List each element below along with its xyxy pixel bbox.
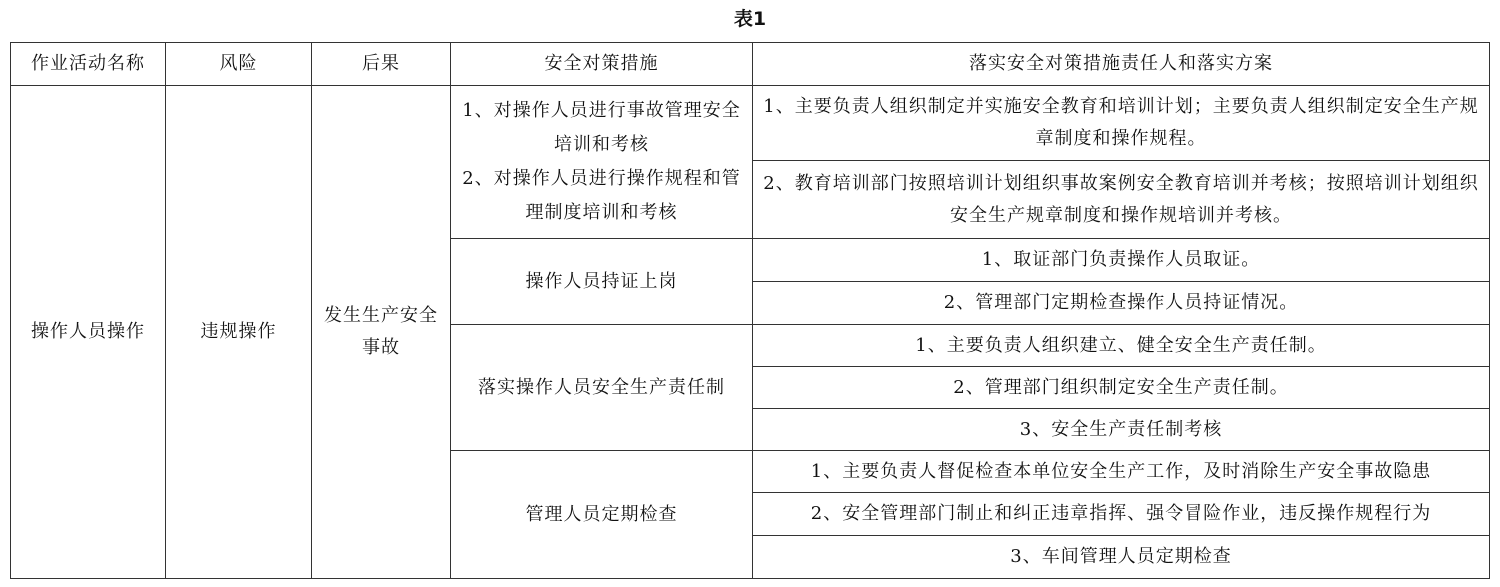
implementation-cell: 3、安全生产责任制考核: [753, 409, 1490, 451]
implementation-cell: 2、管理部门组织制定安全生产责任制。: [753, 367, 1490, 409]
safety-measures-table: [10, 42, 1490, 579]
measure-cell-responsibility: 落实操作人员安全生产责任制: [451, 325, 753, 451]
table-caption: 表1: [733, 8, 767, 30]
header-implementation: 落实安全对策措施责任人和落实方案: [753, 43, 1490, 86]
header-row: [11, 43, 1490, 86]
header-risk: 风险: [166, 43, 312, 86]
measure-line: 2、对操作人员进行操作规程和管理制度培训和考核: [462, 168, 741, 223]
measure-cell-inspection: 管理人员定期检查: [451, 451, 753, 579]
implementation-cell: 3、车间管理人员定期检查: [753, 536, 1490, 579]
measure-line: 1、对操作人员进行事故管理安全培训和考核: [462, 100, 741, 155]
implementation-cell: 1、主要负责人督促检查本单位安全生产工作，及时消除生产安全事故隐患: [753, 451, 1490, 493]
implementation-cell: 2、教育培训部门按照培训计划组织事故案例安全教育培训并考核；按照培训计划组织安全生产规章制度和操作规培训并考核。: [753, 161, 1490, 239]
table-row: [11, 86, 1490, 161]
measure-cell-certification: 操作人员持证上岗: [451, 239, 753, 325]
implementation-cell: 2、安全管理部门制止和纠正违章指挥、强令冒险作业，违反操作规程行为: [753, 493, 1490, 536]
implementation-cell: 1、主要负责人组织建立、健全安全生产责任制。: [753, 325, 1490, 367]
measure-cell-training: [451, 86, 753, 239]
consequence-cell: 发生生产安全事故: [312, 86, 451, 579]
activity-cell: 操作人员操作: [11, 86, 166, 579]
implementation-cell: 1、取证部门负责操作人员取证。: [753, 239, 1490, 282]
implementation-cell: 2、管理部门定期检查操作人员持证情况。: [753, 282, 1490, 325]
header-consequence: 后果: [312, 43, 451, 86]
header-activity: 作业活动名称: [11, 43, 166, 86]
risk-cell: 违规操作: [166, 86, 312, 579]
header-measures: 安全对策措施: [451, 43, 753, 86]
implementation-cell: 1、主要负责人组织制定并实施安全教育和培训计划；主要负责人组织制定安全生产规章制度和操作规程。: [753, 86, 1490, 161]
